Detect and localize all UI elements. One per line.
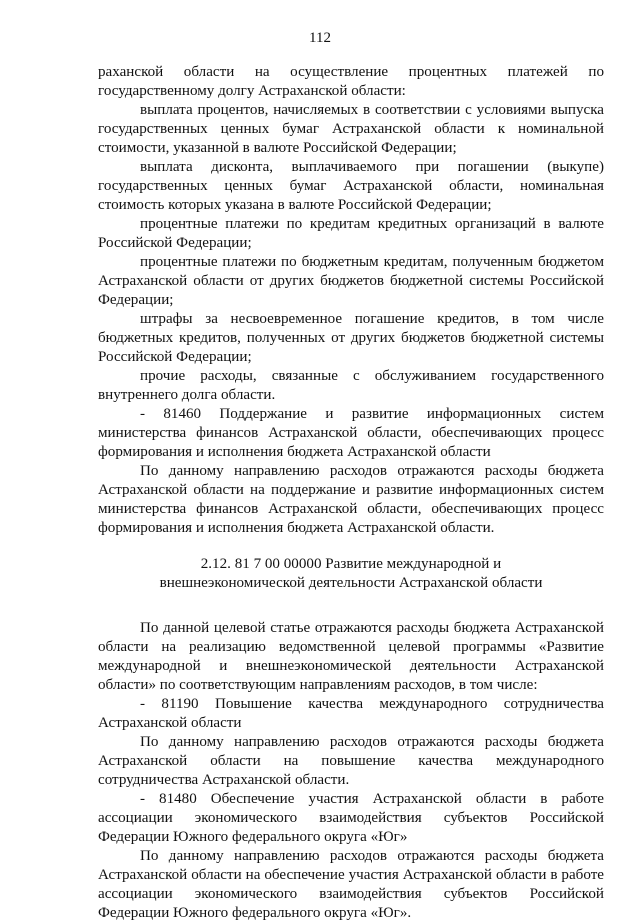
paragraph: раханской области на осуществление процентных платежей по государственному долгу Астраханской области: xyxy=(98,64,604,99)
section-heading xyxy=(98,555,604,593)
paragraph: прочие расходы, связанные с обслуживанием государственного внутреннего долга области. xyxy=(98,368,604,403)
paragraph: - 81480 Обеспечение участия Астраханской области в работе ассоциации экономического взаимодействия субъектов Российской Федерации Южного федерального округа «Юг» xyxy=(98,791,604,845)
paragraph: выплата процентов, начисляемых в соответствии с условиями выпуска государственных ценных бумаг Астраханской области к номинальной стоимости, указанной в валюте Российской Федерации; xyxy=(98,102,604,156)
paragraph: По данному направлению расходов отражаются расходы бюджета Астраханской области на обеспечение участия Астраханской области в работе ассоциации экономического взаимодействия субъектов Российской Федерации Южного федерального округа «Юг». xyxy=(98,848,604,921)
paragraph: выплата дисконта, выплачиваемого при погашении (выкупе) государственных ценных бумаг Астраханской области, номинальная стоимость которых указана в валюте Российской Федерации; xyxy=(98,159,604,213)
paragraph: По данной целевой статье отражаются расходы бюджета Астраханской области на реализацию ведомственной целевой программы «Развитие международной и внешнеэкономической деятельности Астраханской области» по соответствующим направлениям расходов, в том числе: xyxy=(98,620,604,693)
paragraph: - 81460 Поддержание и развитие информационных систем министерства финансов Астраханской области, обеспечивающих процесс формирования и исполнения бюджета Астраханской области xyxy=(98,406,604,460)
paragraph: По данному направлению расходов отражаются расходы бюджета Астраханской области на поддержание и развитие информационных систем министерства финансов Астраханской области, обеспечивающих процесс формирования и исполнения бюджета Астраханской области. xyxy=(98,463,604,536)
page-number: 112 xyxy=(309,30,331,46)
section-heading-line-1: 2.12. 81 7 00 00000 Развитие международной и xyxy=(200,556,502,572)
paragraph: процентные платежи по кредитам кредитных организаций в валюте Российской Федерации; xyxy=(98,216,604,251)
section-heading-line-2: внешнеэкономической деятельности Астраханской области xyxy=(159,575,543,591)
document-body xyxy=(98,63,604,923)
paragraph: По данному направлению расходов отражаются расходы бюджета Астраханской области на повышение качества международного сотрудничества Астраханской области. xyxy=(98,734,604,788)
paragraph: процентные платежи по бюджетным кредитам, полученным бюджетом Астраханской области от других бюджетов бюджетной системы Российской Федерации; xyxy=(98,254,604,308)
paragraph: - 81190 Повышение качества международного сотрудничества Астраханской области xyxy=(98,696,604,731)
paragraph: штрафы за несвоевременное погашение кредитов, в том числе бюджетных кредитов, полученных от других бюджетов бюджетной системы Российской Федерации; xyxy=(98,311,604,365)
